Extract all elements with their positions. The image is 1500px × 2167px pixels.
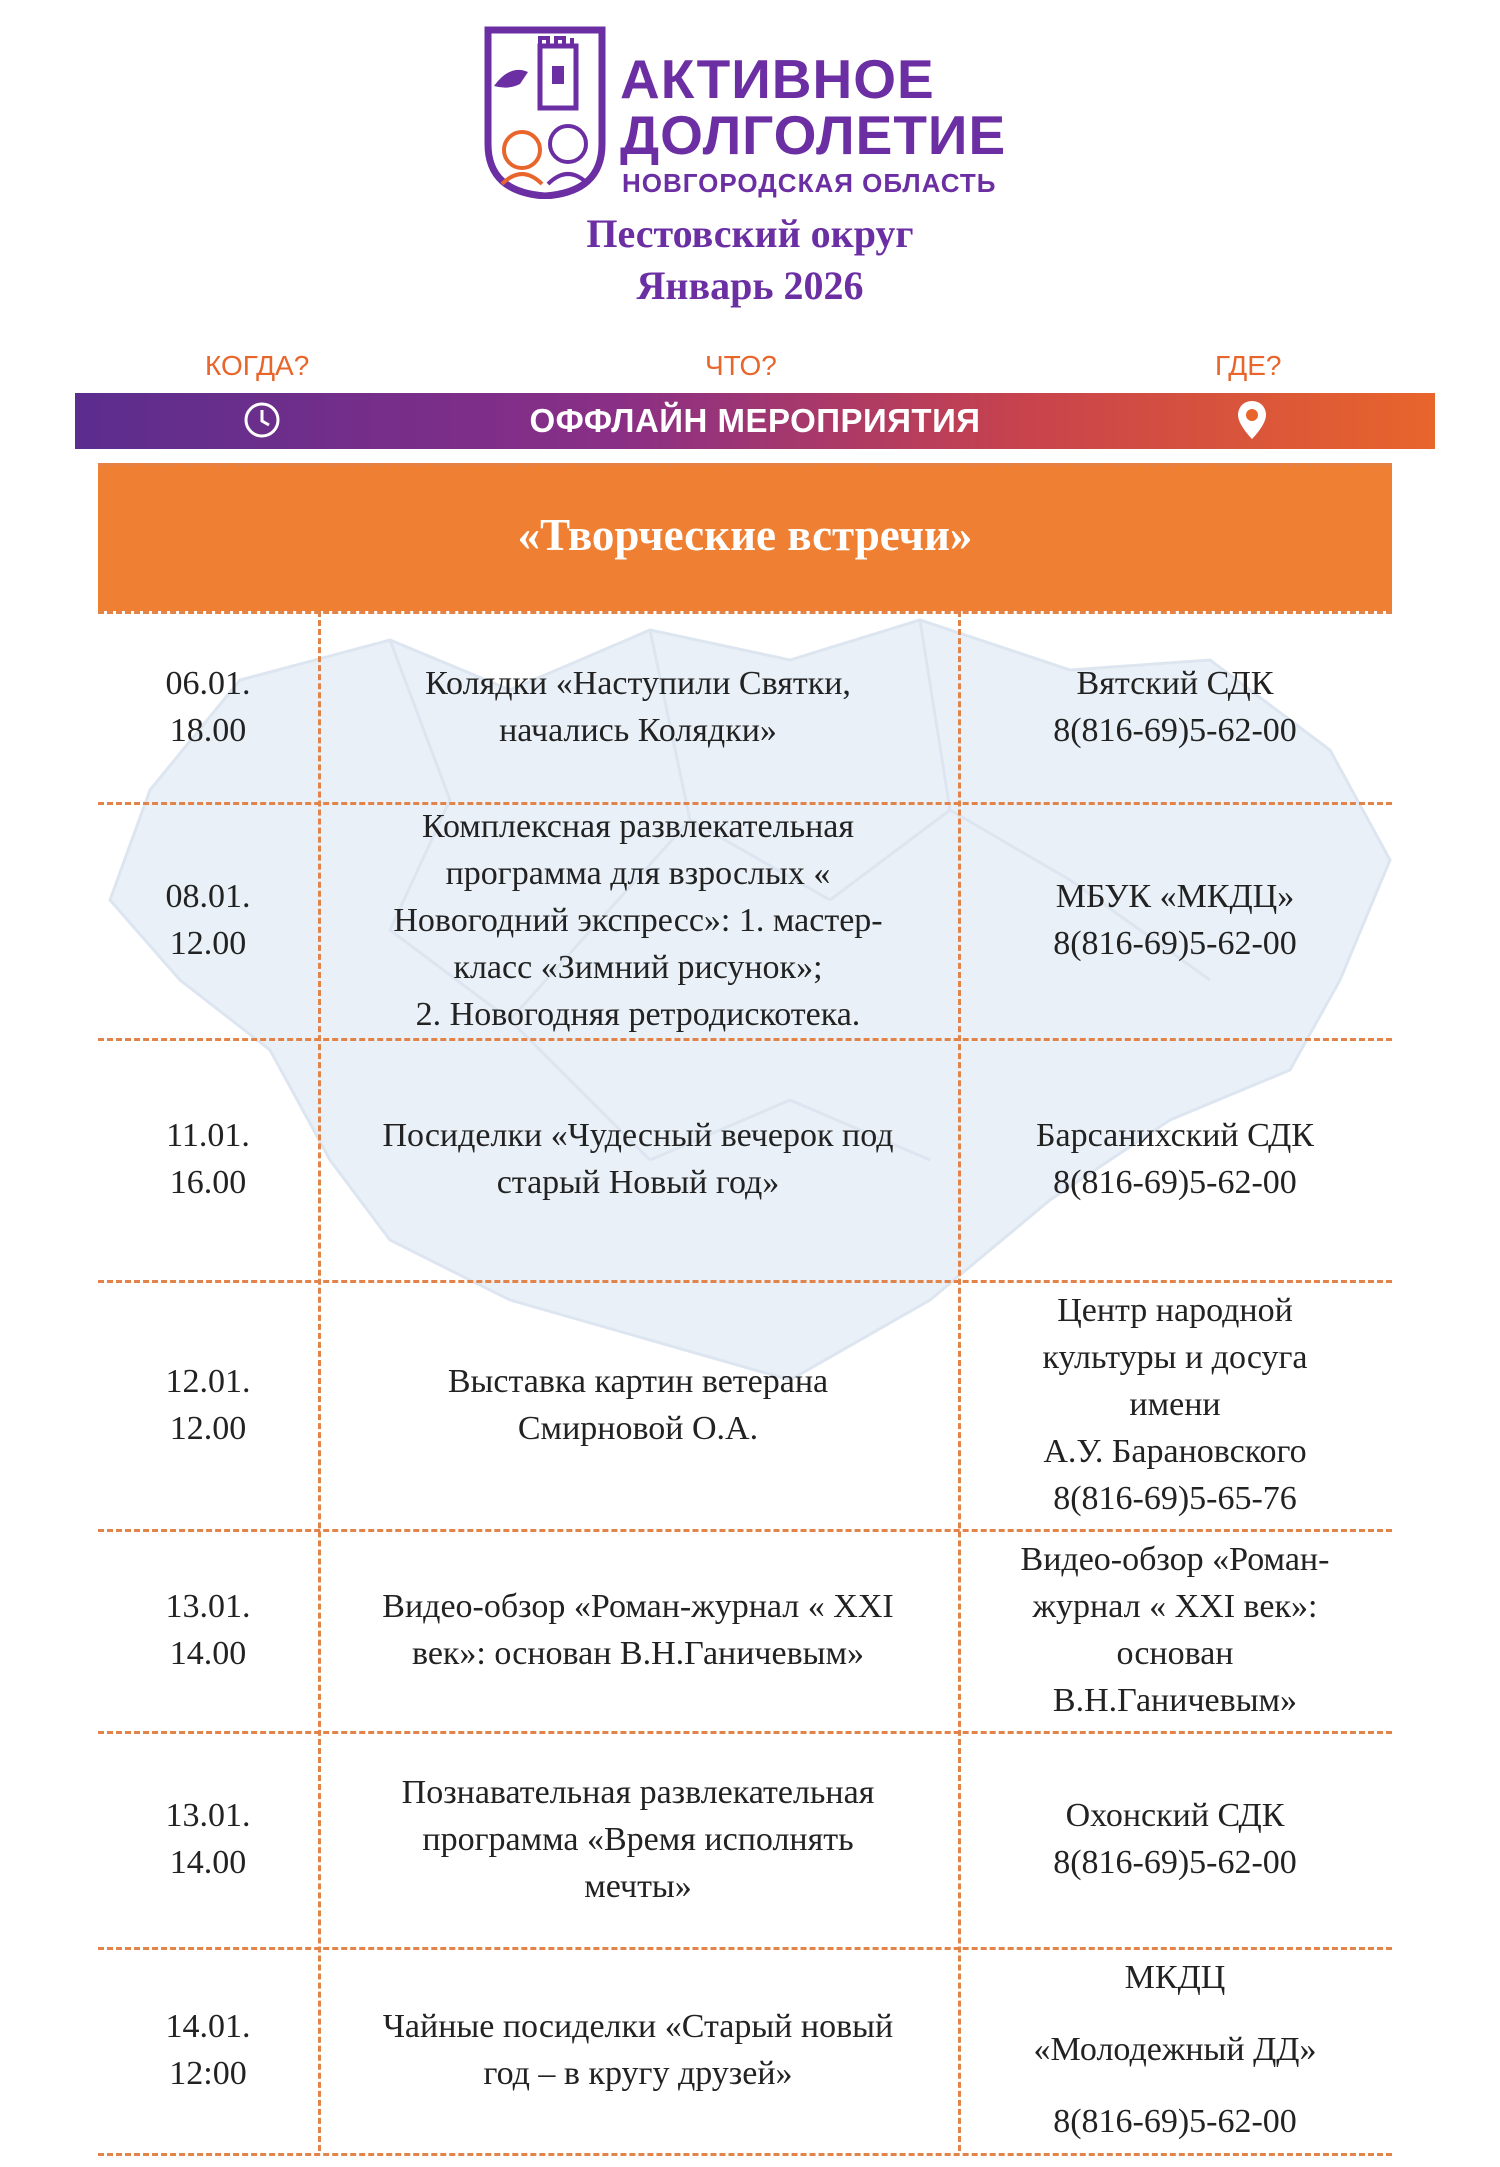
event-title: Чайные посиделки «Старый новый год – в кругу друзей»	[382, 2008, 894, 2092]
event-place: Видео-обзор «Роман- журнал « XXI век»: основан В.Н.Ганичевым»	[1020, 1541, 1330, 1719]
event-date: 11.01. 16.00	[166, 1117, 250, 1201]
location-pin-icon	[1235, 399, 1269, 441]
table-border	[98, 1731, 1392, 1734]
offline-events-band	[75, 393, 1435, 449]
event-place: Барсанихский СДК 8(816-69)5-62-00	[1036, 1117, 1314, 1201]
table-row	[98, 1038, 1392, 1280]
event-date: 08.01. 12.00	[165, 878, 251, 962]
event-date: 12.01. 12.00	[165, 1362, 251, 1447]
event-title: Колядки «Наступили Святки, начались Колядки»	[425, 664, 851, 749]
month-title: Январь 2026	[636, 263, 864, 308]
table-border	[98, 1280, 1392, 1283]
table-border	[98, 2153, 1392, 2156]
table-border	[98, 463, 1392, 466]
event-place: МБУК «МКДЦ» 8(816-69)5-62-00	[1053, 878, 1297, 962]
logo-emblem-icon	[480, 24, 610, 199]
event-title: Выставка картин ветерана Смирновой О.А.	[447, 1362, 829, 1447]
event-title: Посиделки «Чудесный вечерок под старый Новый год»	[382, 1117, 894, 1201]
section-header	[98, 463, 1392, 611]
event-title: Видео-обзор «Роман-журнал « XXI век»: основан В.Н.Ганичевым»	[382, 1588, 894, 1672]
event-date: 06.01. 18.00	[165, 664, 251, 749]
logo-title-line1: АКТИВНОЕ	[620, 48, 935, 110]
table-border	[98, 1038, 1392, 1041]
table-row	[98, 611, 1392, 802]
logo	[470, 20, 1030, 205]
event-title: Познавательная развлекательная программа «Время исполнять мечты»	[401, 1773, 875, 1905]
logo-subtitle: НОВГОРОДСКАЯ ОБЛАСТЬ	[622, 168, 997, 198]
section-title: «Творческие встречи»	[517, 510, 973, 560]
table-row	[98, 1947, 1392, 2153]
table-border	[98, 1529, 1392, 1532]
table-border	[98, 611, 1392, 614]
district-title: Пестовский округ	[586, 211, 914, 256]
where-label: ГДЕ?	[1215, 350, 1282, 381]
table-row	[98, 1529, 1392, 1731]
table-border	[98, 802, 1392, 805]
what-label: ЧТО?	[705, 350, 777, 381]
table-border	[98, 1947, 1392, 1950]
table-row	[98, 1280, 1392, 1529]
event-place: Центр народной культуры и досуга имени А.У. Барановского 8(816-69)5-65-76	[1042, 1292, 1308, 1517]
event-date: 13.01. 14.00	[165, 1588, 251, 1672]
event-date: 13.01. 14.00	[165, 1797, 251, 1881]
table-border	[958, 611, 961, 2151]
table-border	[318, 611, 321, 2151]
when-label: КОГДА?	[205, 350, 310, 381]
band-label: ОФФЛАЙН МЕРОПРИЯТИЯ	[529, 402, 981, 439]
table-row	[98, 802, 1392, 1038]
event-place: МКДЦ «Молодежный ДД» 8(816-69)5-62-00	[1033, 1959, 1317, 2140]
event-title: Комплексная развлекательная программа для взрослых « Новогодний экспресс»: 1. мастер- класс «Зимний рисунок»; 2. Новогодняя ретродискотека.	[393, 807, 883, 1033]
table-row	[98, 1731, 1392, 1947]
logo-title-line2: ДОЛГОЛЕТИЕ	[620, 104, 1007, 166]
event-place: Охонский СДК 8(816-69)5-62-00	[1053, 1797, 1297, 1881]
event-date: 14.01. 12:00	[165, 2008, 251, 2092]
event-place: Вятский СДК 8(816-69)5-62-00	[1053, 664, 1297, 749]
